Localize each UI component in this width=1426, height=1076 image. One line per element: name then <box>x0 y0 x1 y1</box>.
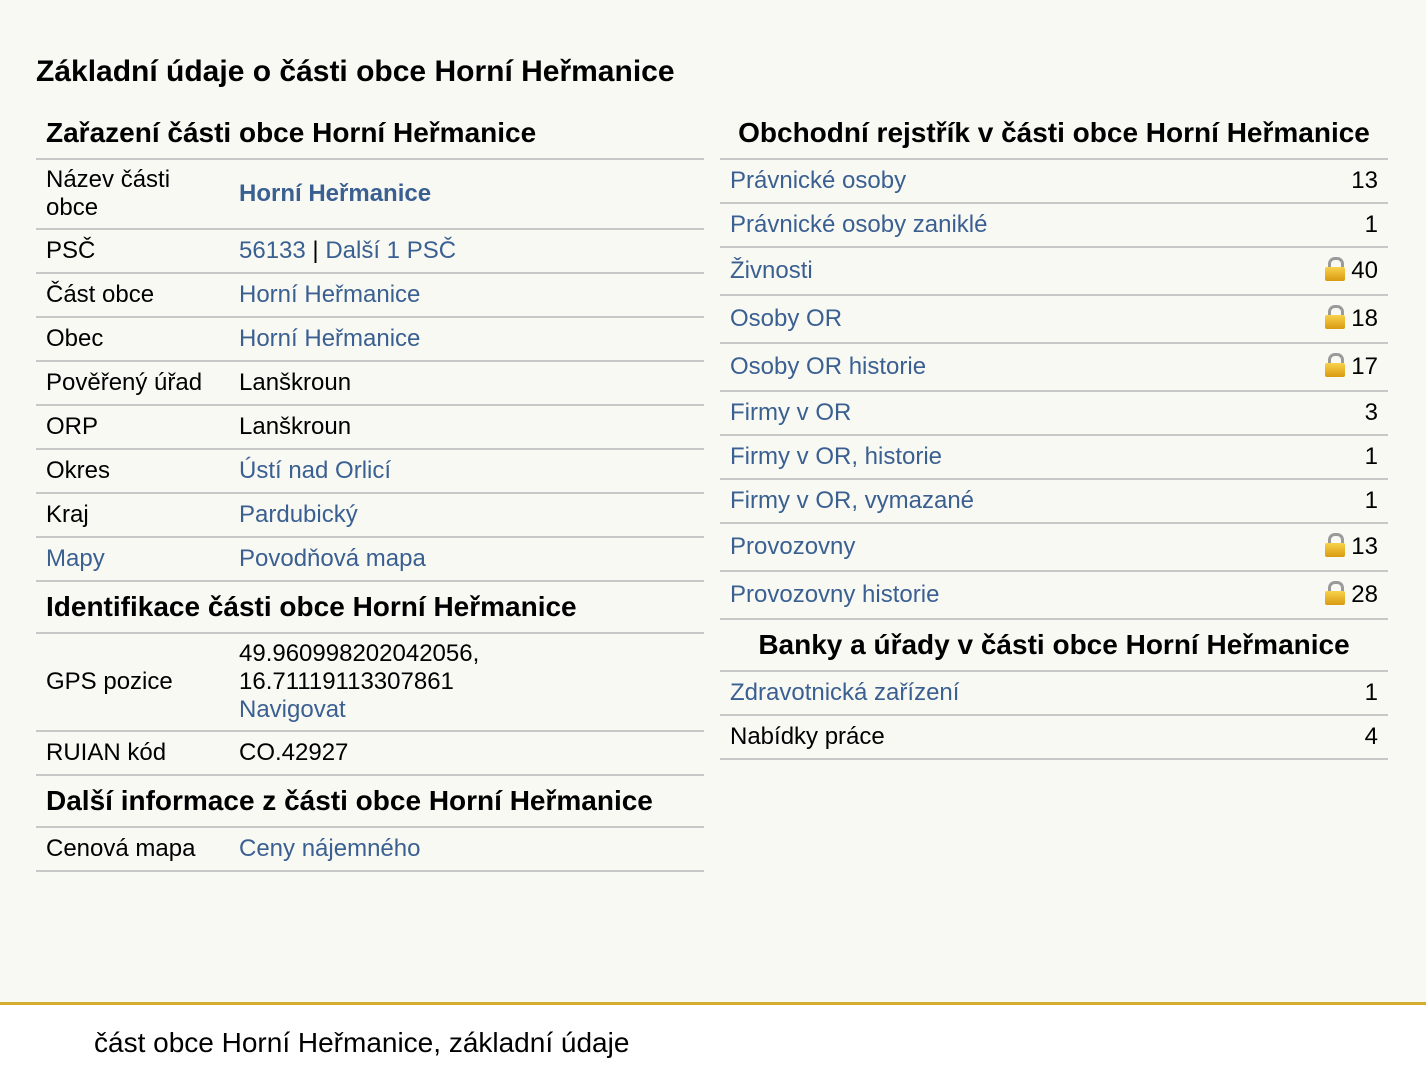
table-row <box>36 361 704 405</box>
zivnosti-link[interactable]: Živnosti <box>730 257 813 284</box>
table-row <box>36 493 704 537</box>
pravnicke-osoby-link[interactable]: Právnické osoby <box>730 167 907 194</box>
right-column <box>720 108 1388 760</box>
banky-table <box>720 672 1388 760</box>
table-row <box>720 343 1388 391</box>
mapy-link[interactable]: Mapy <box>46 545 105 572</box>
table-row <box>720 715 1388 759</box>
ruian-label: RUIAN kód <box>36 731 229 775</box>
left-column <box>36 108 704 872</box>
zdravotnicka-zarizeni-link[interactable]: Zdravotnická zařízení <box>730 679 960 706</box>
provozovny-historie-link[interactable]: Provozovny historie <box>730 581 940 608</box>
pravnicke-osoby-zanikle-link[interactable]: Právnické osoby zaniklé <box>730 211 988 238</box>
okres-label: Okres <box>36 449 229 493</box>
banky-heading: Banky a úřady v části obce Horní Heřmanice <box>720 620 1388 672</box>
firmy-v-or-count: 3 <box>1249 391 1388 435</box>
gps-lat: 49.960998202042056, <box>239 640 480 667</box>
table-row <box>720 295 1388 343</box>
cast-obce-label: Část obce <box>36 273 229 317</box>
lock-icon <box>1325 533 1345 557</box>
cast-obce-link[interactable]: Horní Heřmanice <box>239 281 421 308</box>
ceny-najemneho-link[interactable]: Ceny nájemného <box>239 835 421 862</box>
zarazeni-heading: Zařazení části obce Horní Heřmanice <box>36 108 704 160</box>
provozovny-historie-count: 28 <box>1351 581 1378 608</box>
identifikace-heading: Identifikace části obce Horní Heřmanice <box>36 582 704 634</box>
table-row <box>36 317 704 361</box>
firmy-v-or-historie-link[interactable]: Firmy v OR, historie <box>730 443 943 470</box>
povereny-urad-label: Pověřený úřad <box>36 361 229 405</box>
table-row <box>36 405 704 449</box>
lock-icon <box>1325 353 1345 377</box>
kraj-link[interactable]: Pardubický <box>239 501 358 528</box>
dalsi-psc-link[interactable]: Další 1 PSČ <box>325 237 457 264</box>
obchodni-heading: Obchodní rejstřík v části obce Horní Heřmanice <box>720 108 1388 160</box>
lock-icon <box>1325 257 1345 281</box>
pravnicke-osoby-zanikle-count: 1 <box>1249 203 1388 247</box>
osoby-or-historie-link[interactable]: Osoby OR historie <box>730 353 927 380</box>
kraj-label: Kraj <box>36 493 229 537</box>
table-row <box>36 160 704 229</box>
dalsi-heading: Další informace z části obce Horní Heřmanice <box>36 776 704 828</box>
table-row <box>36 229 704 273</box>
zdravotnicka-zarizeni-count: 1 <box>1309 672 1388 715</box>
nabidky-prace-label: Nabídky práce <box>720 715 1309 759</box>
firmy-v-or-link[interactable]: Firmy v OR <box>730 399 852 426</box>
osoby-or-link[interactable]: Osoby OR <box>730 305 843 332</box>
gps-label: GPS pozice <box>36 634 229 731</box>
provozovny-link[interactable]: Provozovny <box>730 533 856 560</box>
identifikace-table <box>36 634 704 776</box>
table-row <box>720 203 1388 247</box>
orp-label: ORP <box>36 405 229 449</box>
obchodni-table <box>720 160 1388 620</box>
table-row <box>720 571 1388 619</box>
table-row <box>720 435 1388 479</box>
dalsi-table <box>36 828 704 872</box>
ruian-value: CO.42927 <box>229 731 704 775</box>
okres-link[interactable]: Ústí nad Orlicí <box>239 457 392 484</box>
table-row <box>720 160 1388 203</box>
table-row <box>720 247 1388 295</box>
page-title: Základní údaje o části obce Horní Heřmanice <box>36 55 675 88</box>
table-row <box>36 828 704 871</box>
provozovny-count: 13 <box>1351 533 1378 560</box>
firmy-v-or-vymazane-count: 1 <box>1249 479 1388 523</box>
table-row <box>720 672 1388 715</box>
psc-link[interactable]: 56133 <box>239 237 306 264</box>
firmy-v-or-historie-count: 1 <box>1249 435 1388 479</box>
table-row <box>36 634 704 731</box>
nazev-label: Název části obce <box>36 160 229 229</box>
osoby-or-historie-count: 17 <box>1351 353 1378 380</box>
obec-label: Obec <box>36 317 229 361</box>
zarazeni-table <box>36 160 704 582</box>
nabidky-prace-count: 4 <box>1309 715 1388 759</box>
orp-value: Lanškroun <box>229 405 704 449</box>
table-row <box>720 391 1388 435</box>
psc-label: PSČ <box>36 229 229 273</box>
footer-text: část obce Horní Heřmanice, základní údaje <box>94 1027 630 1058</box>
gps-lon: 16.71119113307861 <box>239 668 454 695</box>
lock-icon <box>1325 581 1345 605</box>
pravnicke-osoby-count: 13 <box>1249 160 1388 203</box>
table-row <box>36 273 704 317</box>
navigovat-link[interactable]: Navigovat <box>239 696 346 723</box>
obec-link[interactable]: Horní Heřmanice <box>239 325 421 352</box>
footer <box>0 1005 1426 1076</box>
firmy-v-or-vymazane-link[interactable]: Firmy v OR, vymazané <box>730 487 975 514</box>
table-row <box>720 479 1388 523</box>
cenova-mapa-label: Cenová mapa <box>36 828 229 871</box>
table-row <box>720 523 1388 571</box>
table-row <box>36 731 704 775</box>
povodnova-mapa-link[interactable]: Povodňová mapa <box>239 545 426 572</box>
zivnosti-count: 40 <box>1351 257 1378 284</box>
povereny-urad-value: Lanškroun <box>229 361 704 405</box>
psc-separator: | <box>312 237 319 264</box>
table-row <box>36 449 704 493</box>
osoby-or-count: 18 <box>1351 305 1378 332</box>
table-row <box>36 537 704 581</box>
nazev-link[interactable]: Horní Heřmanice <box>239 180 432 207</box>
lock-icon <box>1325 305 1345 329</box>
